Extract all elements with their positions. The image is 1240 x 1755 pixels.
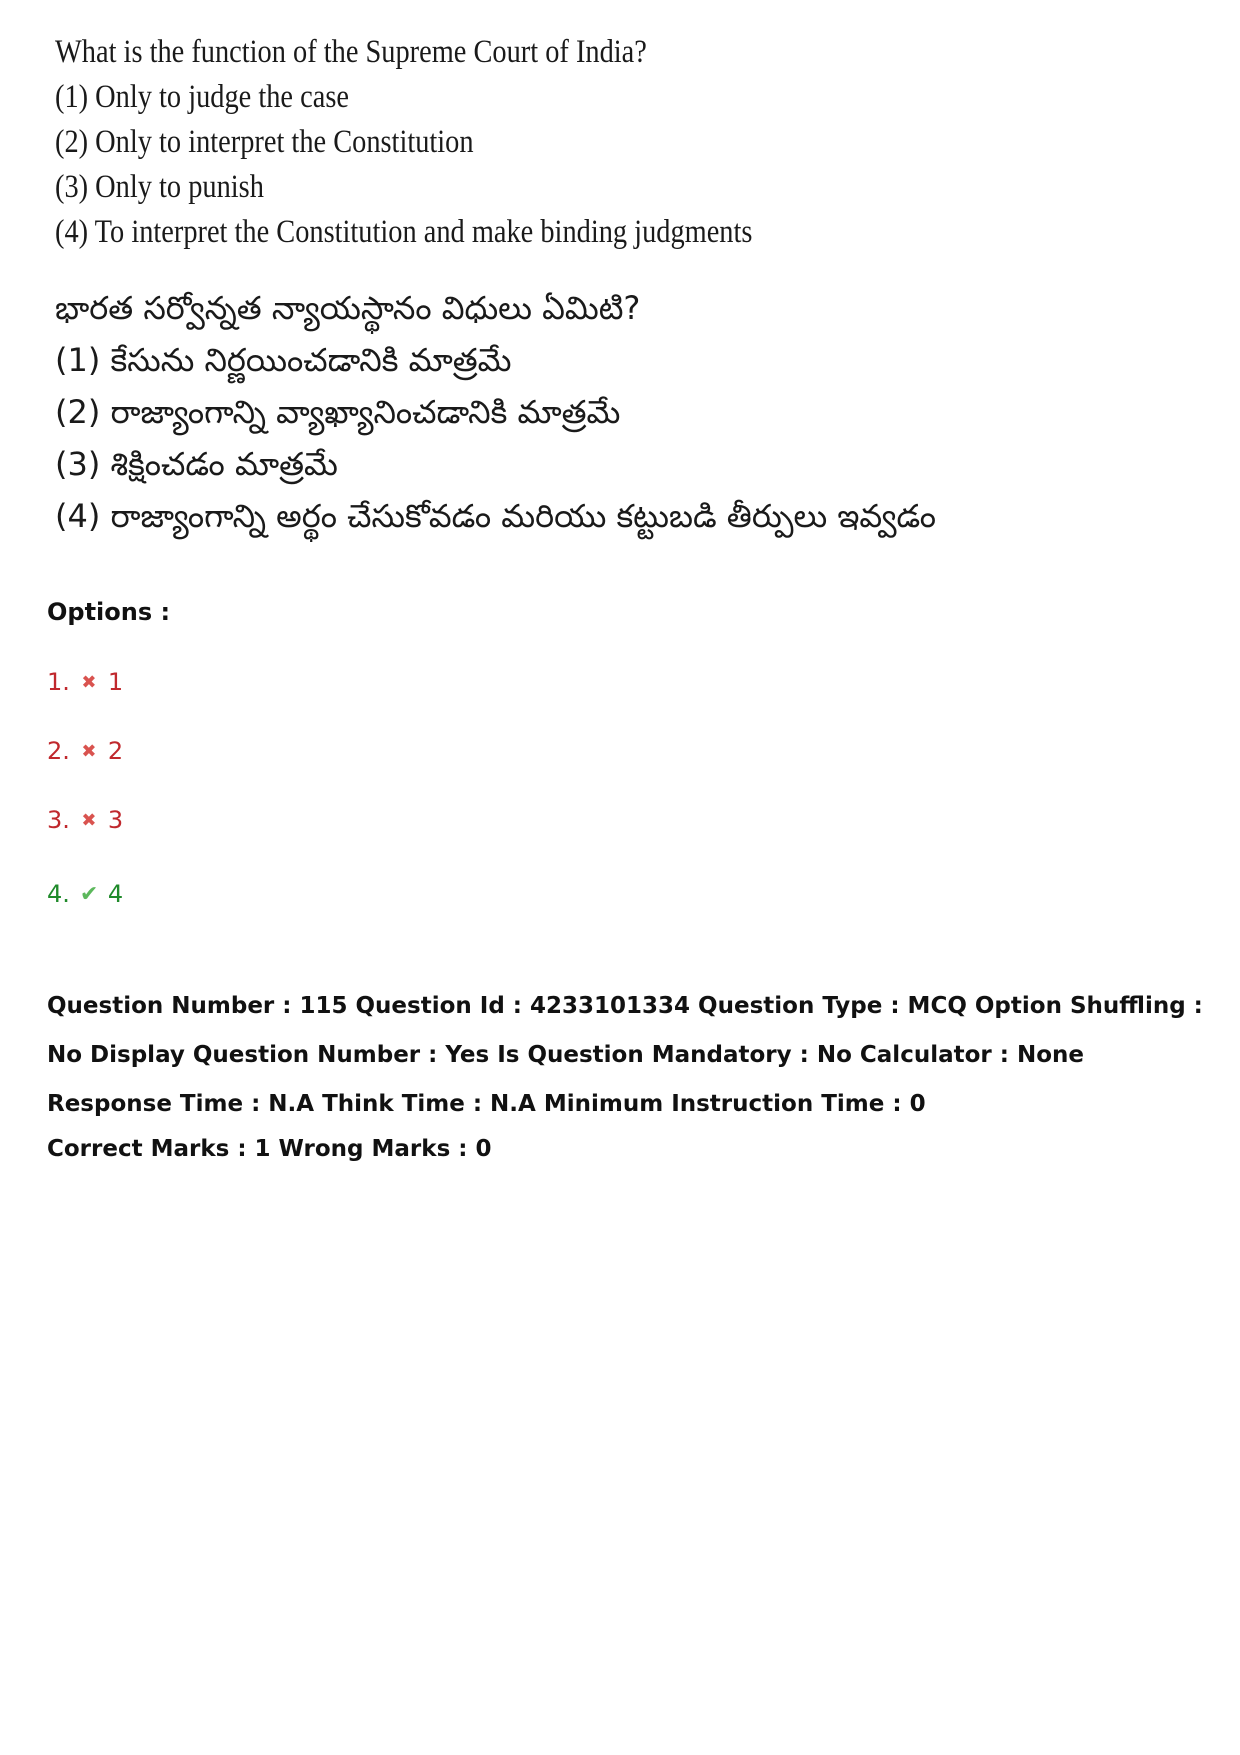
option-number: 3. — [47, 806, 70, 834]
option-value: 3 — [107, 806, 124, 834]
option-3 — [47, 806, 123, 834]
cross-icon: ✖ — [81, 740, 97, 762]
question-choice-telugu-4: (4) రాజ్యాంగాన్ని అర్థం చేసుకోవడం మరియు కట్టుబడి తీర్పులు ఇవ్వడం — [55, 497, 936, 535]
cross-icon: ✖ — [81, 809, 97, 831]
question-choice-english-2: (2) Only to interpret the Constitution — [55, 124, 474, 160]
option-number: 2. — [47, 737, 70, 765]
question-choice-telugu-1: (1) కేసును నిర్ణయించడానికి మాత్రమే — [55, 341, 512, 379]
question-image — [55, 30, 955, 542]
option-number: 1. — [47, 668, 70, 696]
question-choice-telugu-2: (2) రాజ్యాంగాన్ని వ్యాఖ్యానించడానికి మాత్రమే — [55, 393, 621, 431]
option-value: 4 — [107, 880, 124, 908]
option-number: 4. — [47, 880, 70, 908]
question-choice-english-3: (3) Only to punish — [55, 169, 264, 205]
question-spacer — [55, 255, 955, 282]
check-icon: ✔ — [79, 881, 99, 907]
option-2 — [47, 737, 123, 765]
cross-icon: ✖ — [81, 671, 97, 693]
option-4 — [47, 880, 123, 908]
option-1 — [47, 668, 123, 696]
option-value: 1 — [107, 668, 124, 696]
question-choice-english-4: (4) To interpret the Constitution and make binding judgments — [55, 214, 753, 250]
question-text-telugu: భారత సర్వోన్నత న్యాయస్థానం విధులు ఏమిటి? — [55, 289, 641, 327]
question-text-english: What is the function of the Supreme Court of India? — [55, 34, 647, 70]
marks-info: Correct Marks : 1 Wrong Marks : 0 — [47, 1136, 492, 1162]
option-value: 2 — [107, 737, 124, 765]
question-metadata: Question Number : 115 Question Id : 4233101334 Question Type : MCQ Option Shuffling : No Display Question Number : Yes Is Question Mandatory : No Calculator : None Response Time : N.A Think Time : N.A Minimum Instruction Time : 0 — [47, 993, 1203, 1117]
question-choice-english-1: (1) Only to judge the case — [55, 79, 349, 115]
question-choice-telugu-3: (3) శిక్షించడం మాత్రమే — [55, 445, 338, 483]
options-label: Options : — [47, 598, 171, 626]
